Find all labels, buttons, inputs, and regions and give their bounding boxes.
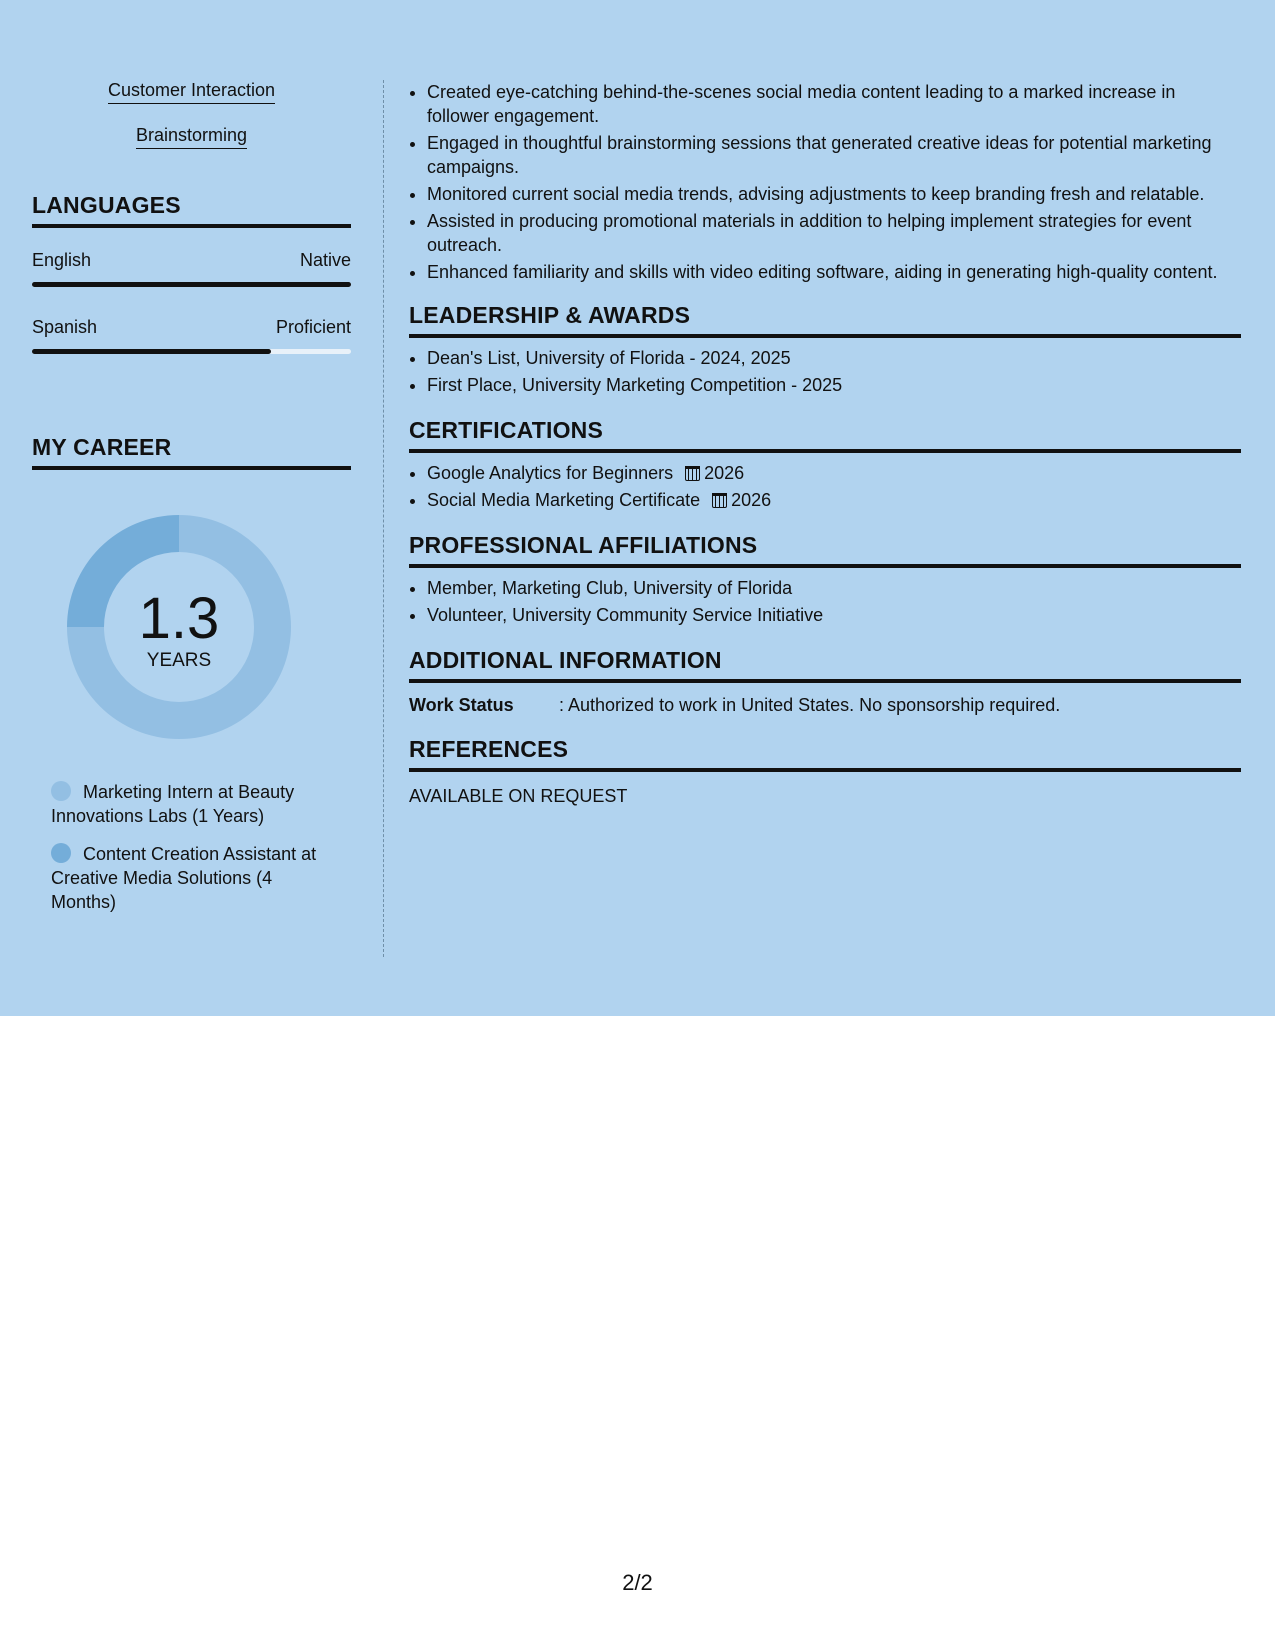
additional-section <box>409 647 1241 716</box>
language-level: Proficient <box>275 317 351 337</box>
info-value: : Authorized to work in United States. No sponsorship required. <box>559 695 1061 715</box>
career-title: MY CAREER <box>32 434 351 470</box>
info-row <box>409 695 1241 716</box>
languages-title: LANGUAGES <box>32 192 351 228</box>
career-donut <box>66 514 292 740</box>
career-total-value: 1.3 <box>138 586 220 651</box>
right-column <box>409 80 1241 807</box>
experience-bullets <box>409 80 1241 284</box>
certification-name: Social Media Marketing Certificate <box>427 490 701 510</box>
legend-item <box>51 842 331 914</box>
skill-item <box>32 80 351 107</box>
career-total-unit: YEARS <box>146 650 212 671</box>
legend-dot <box>51 843 71 863</box>
certifications-section <box>409 417 1241 512</box>
skill-label: Customer Interaction <box>108 80 275 104</box>
affiliations-list <box>409 576 1241 627</box>
certification-name: Google Analytics for Beginners <box>427 463 674 483</box>
calendar-icon <box>712 493 727 508</box>
skill-label: Brainstorming <box>136 125 247 149</box>
career-section <box>32 434 351 914</box>
leadership-section <box>409 302 1241 397</box>
language-row <box>32 317 351 338</box>
affiliations-section <box>409 532 1241 627</box>
list-item <box>427 488 1241 512</box>
certification-year: 2026 <box>731 490 772 510</box>
leadership-title: LEADERSHIP & AWARDS <box>409 302 1241 338</box>
info-key: Work Status <box>409 695 514 715</box>
page-number: 2/2 <box>622 1570 653 1595</box>
legend-label: Marketing Intern at Beauty Innovations Labs (1 Years) <box>51 782 295 826</box>
languages-section <box>32 192 351 354</box>
certifications-title: CERTIFICATIONS <box>409 417 1241 453</box>
language-bar <box>32 349 351 354</box>
certification-year: 2026 <box>704 463 745 483</box>
list-item: • Created eye-catching behind-the-scenes social media content leading to a marked increase in follower engagement. <box>427 80 1241 128</box>
language-row <box>32 250 351 271</box>
language-name: Spanish <box>32 317 98 337</box>
language-level: Native <box>299 250 351 270</box>
list-item: • Member, Marketing Club, University of Florida <box>427 576 1241 600</box>
legend-dot <box>51 781 71 801</box>
left-column <box>32 80 351 928</box>
list-item: • First Place, University Marketing Competition - 2025 <box>427 373 1241 397</box>
language-name: English <box>32 250 92 270</box>
affiliations-title: PROFESSIONAL AFFILIATIONS <box>409 532 1241 568</box>
calendar-icon <box>685 466 700 481</box>
list-item <box>427 461 1241 485</box>
career-legend <box>51 780 331 914</box>
references-section <box>409 736 1241 807</box>
references-text: AVAILABLE ON REQUEST <box>409 786 628 806</box>
donut-center <box>66 514 292 740</box>
certifications-list <box>409 461 1241 512</box>
list-item: • Monitored current social media trends, advising adjustments to keep branding fresh and relatable. <box>427 182 1241 206</box>
leadership-list <box>409 346 1241 397</box>
additional-title: ADDITIONAL INFORMATION <box>409 647 1241 683</box>
language-bar-fill <box>32 349 271 354</box>
list-item: • Assisted in producing promotional materials in addition to helping implement strategies for event outreach. <box>427 209 1241 257</box>
references-title: REFERENCES <box>409 736 1241 772</box>
language-bar-fill <box>32 282 351 287</box>
list-item: • Volunteer, University Community Service Initiative <box>427 603 1241 627</box>
list-item: • Engaged in thoughtful brainstorming sessions that generated creative ideas for potential marketing campaigns. <box>427 131 1241 179</box>
column-divider <box>383 80 384 957</box>
skill-item <box>32 125 351 152</box>
list-item: • Enhanced familiarity and skills with video editing software, aiding in generating high-quality content. <box>427 260 1241 284</box>
legend-item <box>51 780 331 828</box>
list-item: • Dean's List, University of Florida - 2024, 2025 <box>427 346 1241 370</box>
language-bar <box>32 282 351 287</box>
legend-label: Content Creation Assistant at Creative Media Solutions (4 Months) <box>51 844 317 912</box>
